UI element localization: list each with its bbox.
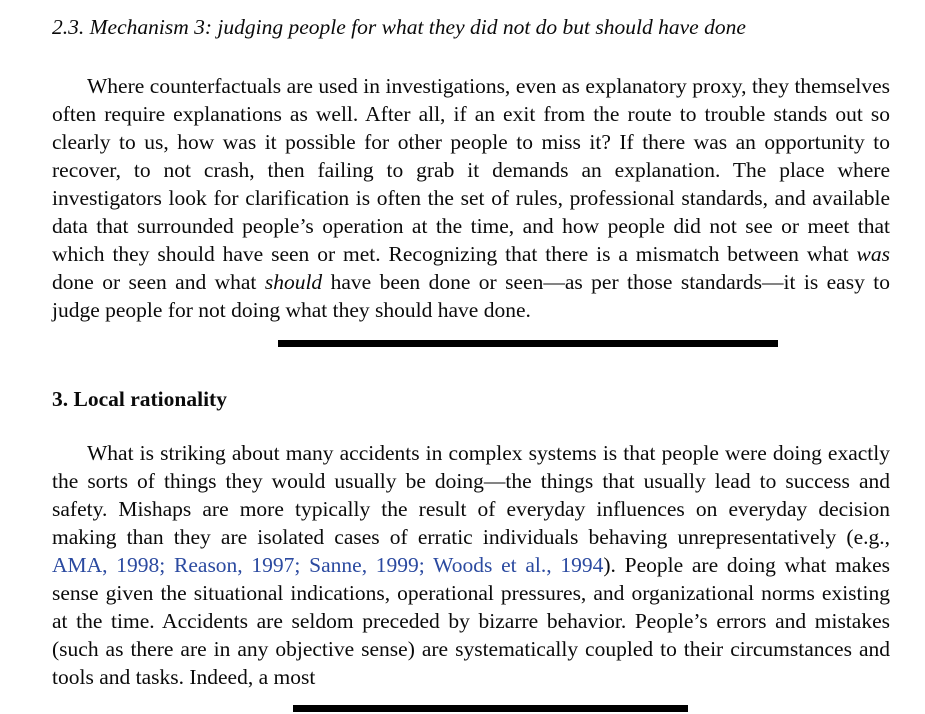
citation-link-woods-1994[interactable]: Woods et al., 1994 [433,553,604,577]
paragraph-local-rationality [52,439,890,691]
citation-link-sanne-1999[interactable]: Sanne, 1999; [309,553,425,577]
paragraph-counterfactuals [52,72,890,324]
citation-link-reason-1997[interactable]: Reason, 1997; [174,553,301,577]
text-segment [425,553,433,577]
section-divider-bar-top [278,340,778,347]
text-segment: Where counterfactuals are used in investigations, even as explanatory proxy, they themselves often require explanations as well. After all, if an exit from the route to trouble stands out so clearly to us, how was it possible for other people to miss it? If there was an opportunity to recover, to not crash, then failing to grab it demands an explanation. The place where investigators look for clarification is often the set of rules, professional standards, and available data that surrounded people’s operation at the time, and how people did not see or meet that which they should have seen or met. Recognizing that there is a mismatch between what [52,74,890,266]
text-segment: done or seen and what [52,270,265,294]
emphasized-text: was [856,242,890,266]
section-heading-mechanism-3: 2.3. Mechanism 3: judging people for what they did not do but should have done [52,15,746,39]
citation-link-ama-1998[interactable]: AMA, 1998; [52,553,166,577]
text-segment [165,553,174,577]
text-segment: have been done or seen—as per those standards—it is easy to judge people for not doing what they should have done. [52,270,890,322]
text-segment: What is striking about many accidents in complex systems is that people were doing exactly the sorts of things they would usually be doing—the things that usually lead to success and safety. Mishaps are more typically the result of everyday influences on everyday decision making than they are isolated cases of erratic individuals behaving unrepresentatively (e.g., [52,441,890,549]
text-segment [300,553,309,577]
emphasized-text: should [264,270,323,294]
text-segment: ). People are doing what makes sense given the situational indications, operational pressures, and organizational norms existing at the time. Accidents are seldom preceded by bizarre behavior. People’s errors and mistakes (such as there are in any objective sense) are systematically coupled to their circumstances and tools and tasks. Indeed, a most [52,553,891,689]
section-divider-bar-bottom [293,705,688,712]
section-heading-local-rationality: 3. Local rationality [52,387,227,411]
